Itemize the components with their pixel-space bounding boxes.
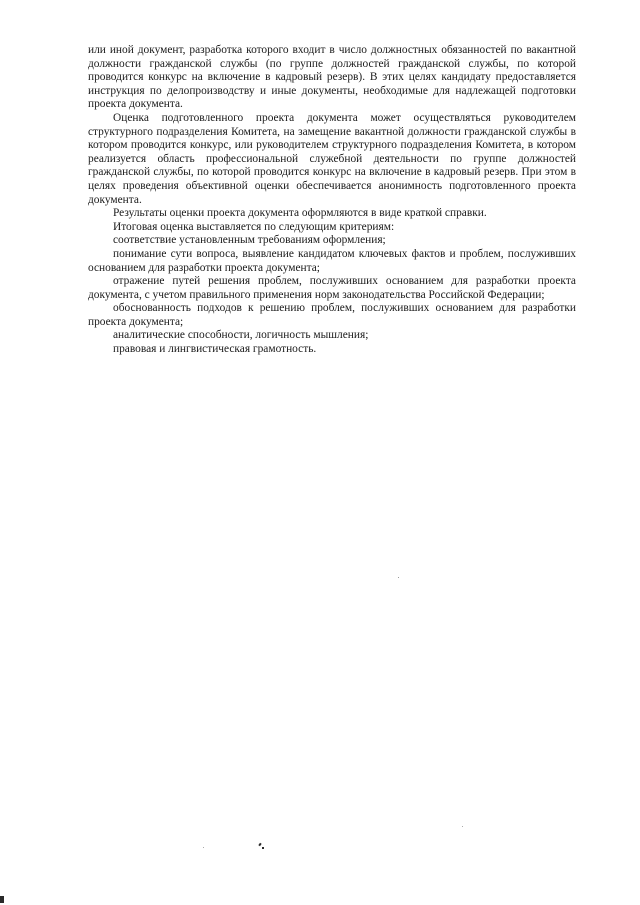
paragraph-document-task: или иной документ, разработка которого входит в число должностных обязанностей по вакантной должности гражданской службы (по группе должностей гражданской службы, по которой проводится конкурс на включение в кадровый резерв). В этих целях кандидату предоставляется инструкция по делопроизводству и иные документы, необходимые для надлежащей подготовки проекта документа. [88,44,576,111]
scan-speck [462,826,463,827]
criterion-approaches: обоснованность подходов к решению проблем, послуживших основанием для разработки проекта документа; [88,302,576,328]
criterion-formatting: соответствие установленным требованиям оформления; [113,234,386,247]
paragraph-results: Результаты оценки проекта документа оформляются в виде краткой справки. [113,207,487,220]
scan-speck [258,843,261,847]
paragraph-criteria-intro: Итоговая оценка выставляется по следующим критериям: [113,220,395,233]
criterion-analytics: аналитические способности, логичность мышления; [113,329,369,342]
scan-speck [203,847,204,848]
scan-speck [398,577,399,578]
paragraph-evaluation: Оценка подготовленного проекта документа может осуществляться руководителем структурного подразделения Комитета, на замещение вакантной должности гражданской службы в котором проводится конкурс, или руководителем структурного подразделения Комитета, в котором реализуется область профессиональной служебной деятельности по группе должностей гражданской службы, по которой проводится конкурс на включение в кадровый резерв. При этом в целях проведения объективной оценки обеспечивается анонимность подготовленного проекта документа. [88,111,576,206]
scan-speck [262,847,264,849]
document-body [88,44,576,357]
criterion-solutions: отражение путей решения проблем, послуживших основанием для разработки проекта документа, с учетом правильного применения норм законодательства Российской Федерации; [88,275,576,301]
criterion-literacy: правовая и лингвистическая грамотность. [113,343,317,356]
criterion-understanding: понимание сути вопроса, выявление кандидатом ключевых фактов и проблем, послуживших основанием для разработки проекта документа; [88,247,576,274]
scan-edge-mark [0,896,4,903]
